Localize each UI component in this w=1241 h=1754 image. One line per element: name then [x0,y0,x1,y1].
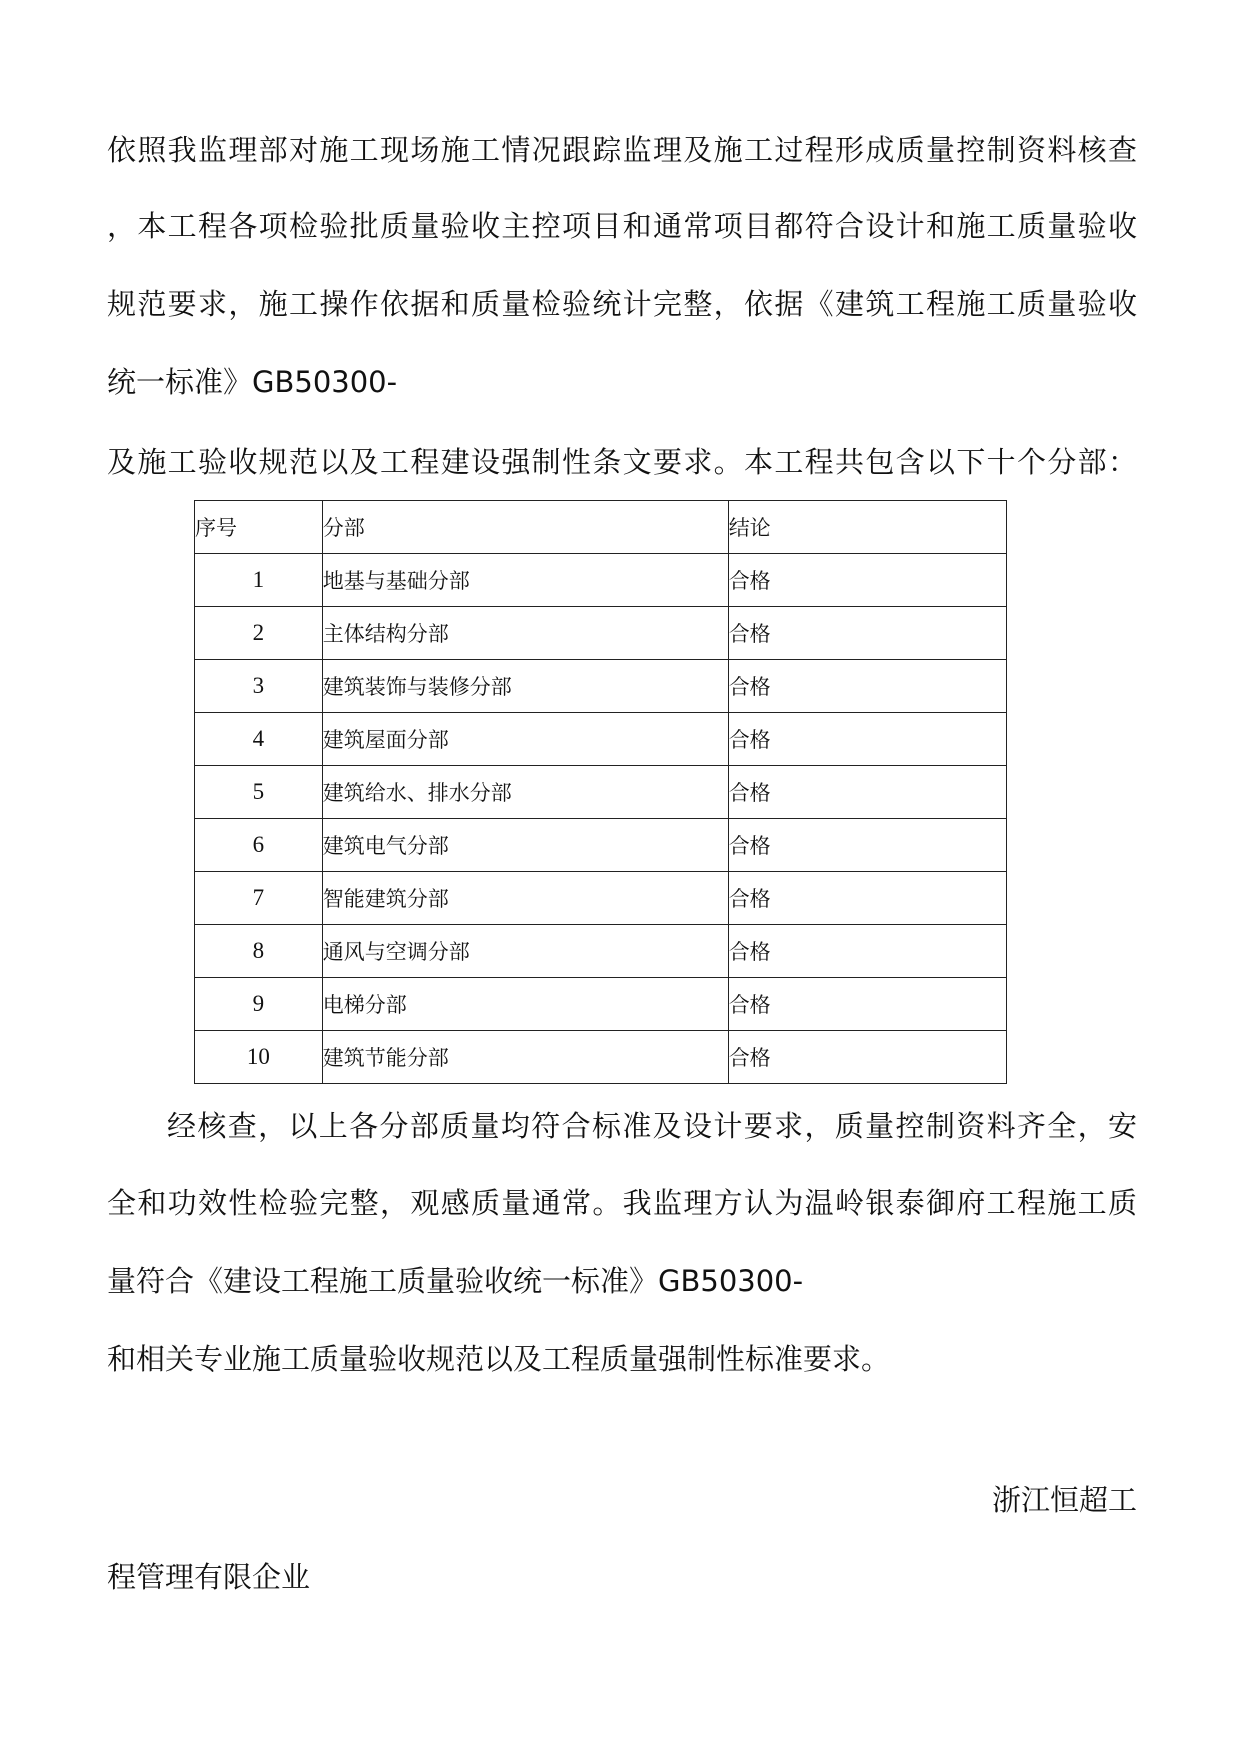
table-row [195,1031,1007,1084]
header-section: 分部 [322,501,728,554]
conclusion-line-1: 经核查，以上各分部质量均符合标准及设计要求，质量控制资料齐全，安 [167,1109,1137,1143]
signature-line-2: 程管理有限企业 [107,1560,311,1594]
row-result: 合格 [728,607,1006,660]
row-result: 合格 [728,978,1006,1031]
intro-line-4: 统一标准》GB50300- [107,365,398,399]
table-row [195,554,1007,607]
intro-line-2: ，本工程各项检验批质量验收主控项目和通常项目都符合设计和施工质量验收 [107,209,1137,243]
row-number: 2 [195,607,323,660]
row-number: 5 [195,766,323,819]
row-number: 6 [195,819,323,872]
intro-line-5: 及施工验收规范以及工程建设强制性条文要求。本工程共包含以下十个分部： [107,445,1137,479]
row-section: 通风与空调分部 [322,925,728,978]
header-number: 序号 [195,501,323,554]
row-section: 电梯分部 [322,978,728,1031]
table-row [195,872,1007,925]
sections-table [194,500,1007,1084]
row-number: 7 [195,872,323,925]
table-row [195,978,1007,1031]
row-number: 1 [195,554,323,607]
row-result: 合格 [728,1031,1006,1084]
conclusion-line-3: 量符合《建设工程施工质量验收统一标准》GB50300- [107,1264,804,1298]
table-row [195,607,1007,660]
row-result: 合格 [728,713,1006,766]
row-result: 合格 [728,660,1006,713]
table-header-row [195,501,1007,554]
row-number: 4 [195,713,323,766]
table-row [195,660,1007,713]
table-row [195,766,1007,819]
row-result: 合格 [728,554,1006,607]
intro-line-1: 依照我监理部对施工现场施工情况跟踪监理及施工过程形成质量控制资料核查 [107,133,1137,167]
row-result: 合格 [728,766,1006,819]
row-section: 建筑装饰与装修分部 [322,660,728,713]
row-number: 3 [195,660,323,713]
table-row [195,713,1007,766]
row-number: 9 [195,978,323,1031]
table-row [195,925,1007,978]
row-number: 10 [195,1031,323,1084]
header-result: 结论 [728,501,1006,554]
row-section: 智能建筑分部 [322,872,728,925]
row-section: 建筑节能分部 [322,1031,728,1084]
row-section: 建筑屋面分部 [322,713,728,766]
signature-line-1: 浙江恒超工 [991,1483,1137,1517]
row-number: 8 [195,925,323,978]
row-result: 合格 [728,872,1006,925]
row-section: 地基与基础分部 [322,554,728,607]
row-section: 建筑电气分部 [322,819,728,872]
conclusion-line-2: 全和功效性检验完整，观感质量通常。我监理方认为温岭银泰御府工程施工质 [107,1186,1137,1220]
intro-line-3: 规范要求，施工操作依据和质量检验统计完整，依据《建筑工程施工质量验收 [107,287,1137,321]
row-section: 建筑给水、排水分部 [322,766,728,819]
table-row [195,819,1007,872]
row-section: 主体结构分部 [322,607,728,660]
conclusion-line-4: 和相关专业施工质量验收规范以及工程质量强制性标准要求。 [107,1342,891,1376]
row-result: 合格 [728,819,1006,872]
row-result: 合格 [728,925,1006,978]
